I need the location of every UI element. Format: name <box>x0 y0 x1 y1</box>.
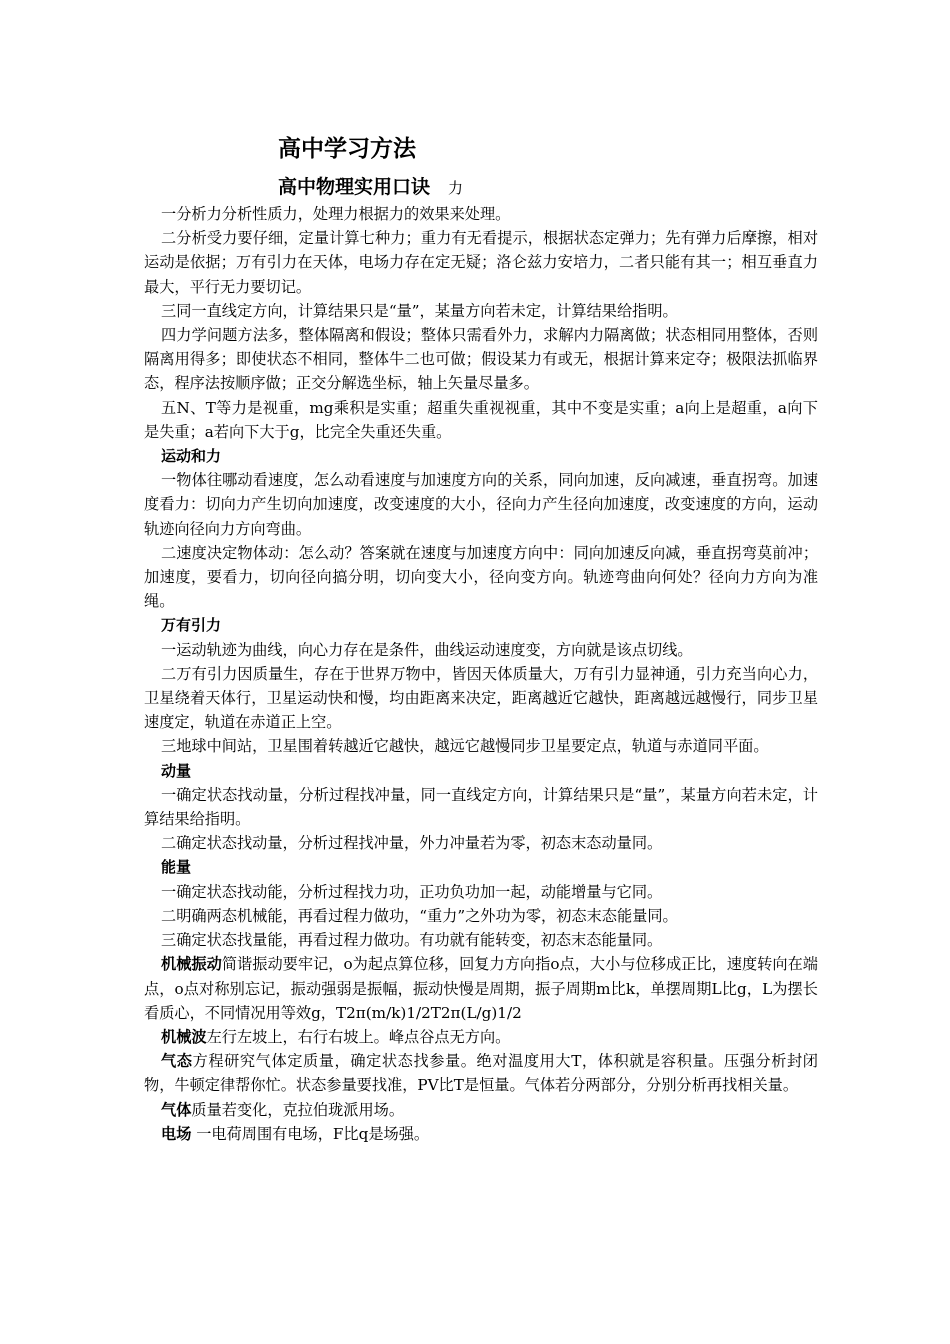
body-paragraph <box>144 734 818 758</box>
body-paragraph <box>144 226 818 299</box>
paragraph-text: 一分析力分析性质力，处理力根据力的效果来处理。 <box>161 205 511 223</box>
section-heading: 能量 <box>161 858 192 877</box>
body-paragraph <box>144 831 818 855</box>
paragraph-text: 四力学问题方法多，整体隔离和假设；整体只需看外力，求解内力隔离做；状态相同用整体，否则隔离用得多；即使状态不相同，整体牛二也可做；假设某力有或无，根据计算来定夺；极限法抓临界态，程序法按顺序做；正交分解选坐标，轴上矢量尽量多。 <box>144 326 818 393</box>
paragraph-text: 一电荷周围有电场，F比q是场强。 <box>191 1124 430 1143</box>
paragraph-text: 五N、T等力是视重，mg乘积是实重；超重失重视视重，其中不变是实重；a向上是超重，a向下是失重；a若向下大于g，比完全失重还失重。 <box>144 398 818 441</box>
paragraph-text: 三地球中间站，卫星围着转越近它越快，越远它越慢同步卫星要定点，轨道与赤道同平面。 <box>161 737 769 756</box>
body-paragraph <box>144 468 818 541</box>
body-paragraph <box>144 202 818 226</box>
body-paragraph <box>144 1049 818 1097</box>
paragraph-lead: 气体 <box>161 1100 192 1119</box>
body-paragraph <box>144 323 818 396</box>
paragraph-lead: 机械波 <box>161 1027 207 1046</box>
paragraph-text: 三同一直线定方向，计算结果只是“量”，某量方向若未定，计算结果给指明。 <box>161 301 678 320</box>
body-paragraph <box>144 1025 818 1049</box>
paragraph-text: 二分析受力要仔细，定量计算七种力；重力有无看提示，根据状态定弹力；先有弹力后摩擦，相对运动是依据；万有引力在天体，电场力存在定无疑；洛仑兹力安培力，二者只能有其一；相互垂直力最大，平行无力要切记。 <box>144 229 818 296</box>
paragraph-text: 方程研究气体定质量，确定状态找参量。绝对温度用大T，体积就是容积量。压强分析封闭物，牛顿定律帮你忙。状态参量要找准，PV比T是恒量。气体若分两部分，分别分析再找相关量。 <box>144 1052 818 1095</box>
paragraph-text: 二速度决定物体动：怎么动？答案就在速度与加速度方向中：同向加速反向减，垂直拐弯莫前冲；加速度，要看力，切向径向搞分明，切向变大小，径向变方向。轨迹弯曲向何处？径向力方向为准绳。 <box>144 543 818 611</box>
paragraph-lead: 机械振动 <box>161 955 222 974</box>
paragraph-text: 一物体往哪动看速度，怎么动看速度与加速度方向的关系，同向加速，反向减速，垂直拐弯。加速度看力：切向力产生切向加速度，改变速度的大小，径向力产生径向加速度，改变速度的方向，运动轨迹向径向力方向弯曲。 <box>144 471 818 538</box>
body-paragraph <box>144 541 818 614</box>
body-paragraph <box>144 638 818 662</box>
body-paragraph <box>144 1098 818 1122</box>
section-heading: 动量 <box>161 761 192 780</box>
body-paragraph <box>144 662 818 735</box>
document-subtitle <box>278 172 463 203</box>
body-paragraph <box>144 299 818 323</box>
body-paragraph <box>144 904 818 928</box>
paragraph-text: 一确定状态找动量，分析过程找冲量，同一直线定方向，计算结果只是“量”，某量方向若未定，计算结果给指明。 <box>144 785 818 829</box>
body-paragraph <box>144 396 818 444</box>
body-paragraph <box>144 952 818 1025</box>
paragraph-text: 一运动轨迹为曲线，向心力存在是条件，曲线运动速度变，方向就是该点切线。 <box>161 640 693 659</box>
paragraph-lead: 气态 <box>161 1052 193 1071</box>
paragraph-text: 二确定状态找动量，分析过程找冲量，外力冲量若为零，初态末态动量同。 <box>161 834 663 853</box>
body-paragraph <box>144 928 818 952</box>
paragraph-text: 一确定状态找动能，分析过程找力功，正功负功加一起，动能增量与它同。 <box>161 882 663 901</box>
paragraph-text: 左行左坡上，右行右坡上。峰点谷点无方向。 <box>206 1027 511 1046</box>
paragraph-lead: 电场 <box>161 1124 192 1143</box>
paragraph-text: 二万有引力因质量生，存在于世界万物中，皆因天体质量大，万有引力显神通，引力充当向心力，卫星绕着天体行，卫星运动快和慢，均由距离来决定，距离越近它越快，距离越远越慢行，同步卫星速度定，轨道在赤道正上空。 <box>144 664 818 732</box>
paragraph-text: 二明确两态机械能，再看过程力做功，“重力”之外功为零，初态末态能量同。 <box>161 906 678 925</box>
body-paragraph <box>144 880 818 904</box>
document-title: 高中学习方法 <box>278 136 416 162</box>
section-heading: 运动和力 <box>161 447 222 466</box>
document-body <box>144 202 818 1146</box>
subtitle-tag: 力 <box>448 179 464 197</box>
paragraph-text: 质量若变化，克拉伯珑派用场。 <box>191 1100 404 1119</box>
paragraph-text: 三确定状态找量能，再看过程力做功。有功就有能转变，初态末态能量同。 <box>161 931 663 950</box>
section-heading: 万有引力 <box>161 616 222 635</box>
paragraph-text: 简谐振动要牢记，o为起点算位移，回复力方向指o点，大小与位移成正比，速度转向在端点，o点对称别忘记，振动强弱是振幅，振动快慢是周期，振子周期m比k，单摆周期L比g，L为摆长看质心，不同情况用等效g，T2π(m/k)1/2T2π(L/g)1/2 <box>144 955 818 1022</box>
subtitle-text: 高中物理实用口诀 <box>278 176 431 198</box>
body-paragraph <box>144 783 818 831</box>
body-paragraph <box>144 1122 818 1146</box>
